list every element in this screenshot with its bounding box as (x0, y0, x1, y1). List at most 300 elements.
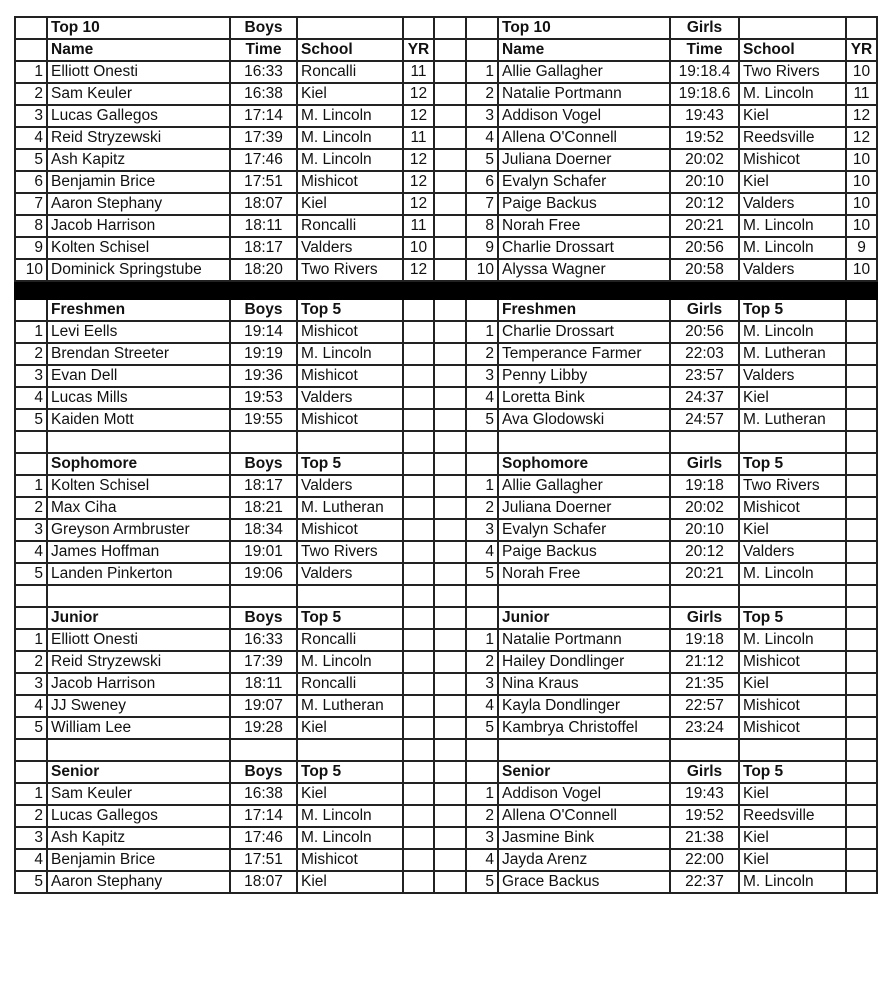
rank-cell: 1 (15, 629, 47, 651)
spacer-cell (434, 651, 466, 673)
table-row (15, 215, 877, 237)
table-row (15, 695, 877, 717)
empty-cell (466, 585, 498, 607)
time-cell: 17:46 (230, 827, 297, 849)
name-cell: Norah Free (498, 215, 670, 237)
spacer-cell (434, 365, 466, 387)
time-cell: 18:11 (230, 215, 297, 237)
school-cell: Mishicot (739, 497, 846, 519)
yr-cell: 12 (846, 127, 877, 149)
school-cell: Kiel (739, 827, 846, 849)
time-cell: 19:43 (670, 783, 739, 805)
section-label: Top 5 (297, 453, 403, 475)
name-cell: Paige Backus (498, 193, 670, 215)
rank-cell: 4 (466, 695, 498, 717)
spacer-cell (434, 237, 466, 259)
time-cell: 20:02 (670, 497, 739, 519)
cell (846, 387, 877, 409)
section-title: Senior (47, 761, 230, 783)
table-row (15, 783, 877, 805)
table-row (15, 849, 877, 871)
name-cell: Lucas Gallegos (47, 105, 230, 127)
time-cell: 19:18 (670, 475, 739, 497)
time-cell: 22:37 (670, 871, 739, 893)
results-sheet (14, 16, 878, 894)
school-cell: Mishicot (739, 695, 846, 717)
empty-cell (739, 739, 846, 761)
empty-cell (739, 585, 846, 607)
section-label: Top 5 (297, 607, 403, 629)
yr-cell: 12 (846, 105, 877, 127)
school-cell: Kiel (739, 673, 846, 695)
name-cell: Loretta Bink (498, 387, 670, 409)
time-cell: 16:38 (230, 83, 297, 105)
rank-cell: 9 (15, 237, 47, 259)
time-cell: 21:12 (670, 651, 739, 673)
spacer-cell (434, 541, 466, 563)
time-cell: 19:01 (230, 541, 297, 563)
rank-cell: 9 (466, 237, 498, 259)
school-cell: Kiel (739, 105, 846, 127)
time-cell: 22:03 (670, 343, 739, 365)
empty-cell (466, 431, 498, 453)
rank-cell: 2 (466, 343, 498, 365)
section-label: Top 5 (297, 299, 403, 321)
empty-cell (403, 739, 434, 761)
name-cell: Sam Keuler (47, 783, 230, 805)
cell (846, 17, 877, 39)
school-cell: M. Lincoln (739, 237, 846, 259)
cell (297, 17, 403, 39)
time-cell: 17:14 (230, 105, 297, 127)
yr-cell: 12 (403, 171, 434, 193)
spacer-cell (434, 387, 466, 409)
table-row (15, 365, 877, 387)
rank-cell: 3 (466, 105, 498, 127)
cell (846, 343, 877, 365)
spacer-cell (434, 519, 466, 541)
column-header-school: School (297, 39, 403, 61)
school-cell: Roncalli (297, 215, 403, 237)
rank-cell: 8 (466, 215, 498, 237)
cell (846, 673, 877, 695)
spacer-cell (434, 761, 466, 783)
rank-cell: 4 (15, 849, 47, 871)
table-row (15, 871, 877, 893)
time-cell: 18:07 (230, 871, 297, 893)
spacer-cell (434, 563, 466, 585)
rank-cell: 3 (466, 519, 498, 541)
spacer-cell (434, 39, 466, 61)
school-cell: Reedsville (739, 127, 846, 149)
name-cell: JJ Sweney (47, 695, 230, 717)
empty-cell (434, 585, 466, 607)
cell (846, 497, 877, 519)
section-gender: Boys (230, 453, 297, 475)
yr-cell: 9 (846, 237, 877, 259)
rank-cell: 5 (466, 409, 498, 431)
yr-cell: 10 (846, 149, 877, 171)
rank-cell: 7 (15, 193, 47, 215)
spacer-cell (434, 717, 466, 739)
cell (403, 321, 434, 343)
rank-cell: 1 (466, 61, 498, 83)
school-cell: Kiel (739, 519, 846, 541)
table-row (15, 497, 877, 519)
rank-cell: 2 (466, 651, 498, 673)
time-cell: 19:28 (230, 717, 297, 739)
school-cell: M. Lincoln (739, 629, 846, 651)
school-cell: Mishicot (297, 365, 403, 387)
cell (403, 673, 434, 695)
school-cell: Two Rivers (739, 475, 846, 497)
cell (846, 299, 877, 321)
name-cell: Benjamin Brice (47, 849, 230, 871)
name-cell: Jayda Arenz (498, 849, 670, 871)
spacer-cell (434, 149, 466, 171)
name-cell: Evalyn Schafer (498, 171, 670, 193)
school-cell: Mishicot (739, 717, 846, 739)
table-row (15, 171, 877, 193)
section-label: Top 5 (739, 761, 846, 783)
name-cell: Penny Libby (498, 365, 670, 387)
time-cell: 18:11 (230, 673, 297, 695)
name-cell: Charlie Drossart (498, 321, 670, 343)
name-cell: Lucas Gallegos (47, 805, 230, 827)
rank-cell: 1 (466, 783, 498, 805)
section-title: Junior (47, 607, 230, 629)
name-cell: Aaron Stephany (47, 193, 230, 215)
table-row (15, 541, 877, 563)
empty-cell (297, 739, 403, 761)
rank-cell: 5 (15, 717, 47, 739)
cell (403, 717, 434, 739)
rank-cell: 1 (466, 629, 498, 651)
spacer-cell (434, 783, 466, 805)
cell (846, 651, 877, 673)
time-cell: 17:51 (230, 849, 297, 871)
empty-cell (846, 585, 877, 607)
cell (466, 39, 498, 61)
rank-cell: 4 (466, 849, 498, 871)
cell (466, 607, 498, 629)
rank-cell: 2 (15, 651, 47, 673)
rank-cell: 4 (466, 541, 498, 563)
cell (403, 849, 434, 871)
school-cell: Mishicot (297, 171, 403, 193)
rank-cell: 2 (15, 343, 47, 365)
rank-cell: 8 (15, 215, 47, 237)
top10-title-row (15, 17, 877, 39)
name-cell: Grace Backus (498, 871, 670, 893)
cell (846, 871, 877, 893)
time-cell: 22:00 (670, 849, 739, 871)
school-cell: Mishicot (297, 409, 403, 431)
class-section-header (15, 299, 877, 321)
time-cell: 20:21 (670, 563, 739, 585)
rank-cell: 1 (466, 475, 498, 497)
time-cell: 19:19 (230, 343, 297, 365)
spacer-cell (434, 343, 466, 365)
cell (403, 761, 434, 783)
rank-cell: 4 (15, 541, 47, 563)
rank-cell: 6 (15, 171, 47, 193)
name-cell: Ava Glodowski (498, 409, 670, 431)
time-cell: 20:10 (670, 171, 739, 193)
rank-cell: 5 (466, 563, 498, 585)
cell (403, 365, 434, 387)
rank-cell: 2 (466, 805, 498, 827)
name-cell: Juliana Doerner (498, 149, 670, 171)
school-cell: Kiel (297, 83, 403, 105)
cell (403, 541, 434, 563)
school-cell: M. Lincoln (297, 343, 403, 365)
school-cell: Valders (739, 259, 846, 281)
cell (403, 783, 434, 805)
name-cell: Kambrya Christoffel (498, 717, 670, 739)
yr-cell: 11 (403, 215, 434, 237)
name-cell: Evalyn Schafer (498, 519, 670, 541)
school-cell: Mishicot (297, 849, 403, 871)
cell (403, 871, 434, 893)
name-cell: Natalie Portmann (498, 83, 670, 105)
school-cell: M. Lincoln (297, 149, 403, 171)
school-cell: Kiel (739, 171, 846, 193)
school-cell: Kiel (297, 783, 403, 805)
top10-boys-title: Top 10 (47, 17, 230, 39)
rank-cell: 3 (15, 827, 47, 849)
table-row (15, 105, 877, 127)
spacer-cell (434, 83, 466, 105)
cell (846, 761, 877, 783)
school-cell: Two Rivers (297, 259, 403, 281)
rank-cell: 5 (15, 409, 47, 431)
section-gender: Boys (230, 607, 297, 629)
name-cell: Landen Pinkerton (47, 563, 230, 585)
school-cell: Mishicot (297, 519, 403, 541)
cell (846, 365, 877, 387)
yr-cell: 10 (846, 171, 877, 193)
name-cell: Levi Eells (47, 321, 230, 343)
spacer-cell (434, 849, 466, 871)
rank-cell: 3 (15, 673, 47, 695)
school-cell: Kiel (297, 193, 403, 215)
rank-cell: 4 (466, 127, 498, 149)
empty-cell (230, 739, 297, 761)
cell (846, 409, 877, 431)
school-cell: Two Rivers (297, 541, 403, 563)
rank-cell: 4 (15, 127, 47, 149)
time-cell: 17:39 (230, 651, 297, 673)
time-cell: 16:33 (230, 61, 297, 83)
cell (403, 387, 434, 409)
table-row (15, 83, 877, 105)
section-label: Top 5 (739, 607, 846, 629)
school-cell: M. Lutheran (739, 343, 846, 365)
section-gender: Boys (230, 761, 297, 783)
name-cell: Charlie Drossart (498, 237, 670, 259)
time-cell: 20:12 (670, 541, 739, 563)
name-cell: William Lee (47, 717, 230, 739)
section-label: Top 5 (297, 761, 403, 783)
name-cell: Kolten Schisel (47, 475, 230, 497)
column-header-name: Name (498, 39, 670, 61)
table-row (15, 651, 877, 673)
school-cell: M. Lincoln (297, 651, 403, 673)
time-cell: 19:52 (670, 805, 739, 827)
empty-cell (230, 431, 297, 453)
spacer-cell (434, 105, 466, 127)
school-cell: Valders (739, 193, 846, 215)
time-cell: 19:52 (670, 127, 739, 149)
section-title: Freshmen (498, 299, 670, 321)
cell (466, 453, 498, 475)
name-cell: Greyson Armbruster (47, 519, 230, 541)
table-row (15, 827, 877, 849)
cell (403, 497, 434, 519)
yr-cell: 11 (846, 83, 877, 105)
blank-row (15, 585, 877, 607)
school-cell: Mishicot (739, 651, 846, 673)
name-cell: Allie Gallagher (498, 61, 670, 83)
cell (739, 17, 846, 39)
top10-header-row (15, 39, 877, 61)
cell (15, 299, 47, 321)
school-cell: M. Lutheran (739, 409, 846, 431)
spacer-cell (434, 299, 466, 321)
rank-cell: 3 (15, 519, 47, 541)
time-cell: 19:18 (670, 629, 739, 651)
time-cell: 22:57 (670, 695, 739, 717)
rank-cell: 5 (466, 717, 498, 739)
time-cell: 17:46 (230, 149, 297, 171)
cell (846, 827, 877, 849)
table-row (15, 193, 877, 215)
yr-cell: 10 (846, 215, 877, 237)
yr-cell: 12 (403, 83, 434, 105)
rank-cell: 4 (15, 695, 47, 717)
name-cell: Allie Gallagher (498, 475, 670, 497)
time-cell: 20:12 (670, 193, 739, 215)
school-cell: Kiel (297, 717, 403, 739)
time-cell: 21:38 (670, 827, 739, 849)
name-cell: Brendan Streeter (47, 343, 230, 365)
empty-cell (297, 431, 403, 453)
empty-cell (297, 585, 403, 607)
time-cell: 17:39 (230, 127, 297, 149)
table-row (15, 805, 877, 827)
school-cell: Roncalli (297, 629, 403, 651)
name-cell: Allena O'Connell (498, 127, 670, 149)
blank-row (15, 431, 877, 453)
cell (403, 651, 434, 673)
name-cell: Juliana Doerner (498, 497, 670, 519)
section-title: Senior (498, 761, 670, 783)
yr-cell: 12 (403, 105, 434, 127)
spacer-cell (434, 17, 466, 39)
table-row (15, 237, 877, 259)
spacer-cell (434, 695, 466, 717)
rank-cell: 1 (466, 321, 498, 343)
divider-bar (15, 281, 877, 299)
school-cell: Roncalli (297, 673, 403, 695)
spacer-cell (434, 607, 466, 629)
table-row (15, 563, 877, 585)
table-row (15, 343, 877, 365)
time-cell: 18:17 (230, 237, 297, 259)
school-cell: Valders (739, 365, 846, 387)
cell (403, 475, 434, 497)
school-cell: Kiel (739, 849, 846, 871)
cell (403, 805, 434, 827)
time-cell: 20:10 (670, 519, 739, 541)
empty-cell (434, 431, 466, 453)
rank-cell: 2 (466, 497, 498, 519)
name-cell: Elliott Onesti (47, 629, 230, 651)
section-title: Sophomore (498, 453, 670, 475)
name-cell: Temperance Farmer (498, 343, 670, 365)
empty-cell (466, 739, 498, 761)
sheet-body (15, 17, 877, 893)
name-cell: Jasmine Bink (498, 827, 670, 849)
cell (846, 783, 877, 805)
section-divider (15, 281, 877, 299)
cell (15, 17, 47, 39)
school-cell: Roncalli (297, 61, 403, 83)
empty-cell (47, 431, 230, 453)
school-cell: M. Lincoln (739, 321, 846, 343)
name-cell: Max Ciha (47, 497, 230, 519)
empty-cell (846, 431, 877, 453)
name-cell: Jacob Harrison (47, 673, 230, 695)
time-cell: 19:06 (230, 563, 297, 585)
section-label: Top 5 (739, 453, 846, 475)
empty-cell (670, 739, 739, 761)
cell (15, 453, 47, 475)
school-cell: Mishicot (297, 321, 403, 343)
empty-cell (15, 739, 47, 761)
empty-cell (47, 585, 230, 607)
cell (15, 607, 47, 629)
time-cell: 17:14 (230, 805, 297, 827)
name-cell: Reid Stryzewski (47, 127, 230, 149)
time-cell: 24:37 (670, 387, 739, 409)
cell (403, 607, 434, 629)
time-cell: 21:35 (670, 673, 739, 695)
cell (466, 17, 498, 39)
time-cell: 19:55 (230, 409, 297, 431)
yr-cell: 12 (403, 149, 434, 171)
section-gender: Girls (670, 453, 739, 475)
name-cell: Kayla Dondlinger (498, 695, 670, 717)
school-cell: Mishicot (739, 149, 846, 171)
school-cell: M. Lutheran (297, 497, 403, 519)
rank-cell: 3 (466, 827, 498, 849)
time-cell: 18:17 (230, 475, 297, 497)
name-cell: Jacob Harrison (47, 215, 230, 237)
spacer-cell (434, 193, 466, 215)
spacer-cell (434, 453, 466, 475)
table-row (15, 61, 877, 83)
school-cell: Valders (297, 387, 403, 409)
name-cell: Nina Kraus (498, 673, 670, 695)
cell (846, 805, 877, 827)
time-cell: 20:21 (670, 215, 739, 237)
spacer-cell (434, 475, 466, 497)
name-cell: Kaiden Mott (47, 409, 230, 431)
name-cell: Allena O'Connell (498, 805, 670, 827)
school-cell: Valders (739, 541, 846, 563)
